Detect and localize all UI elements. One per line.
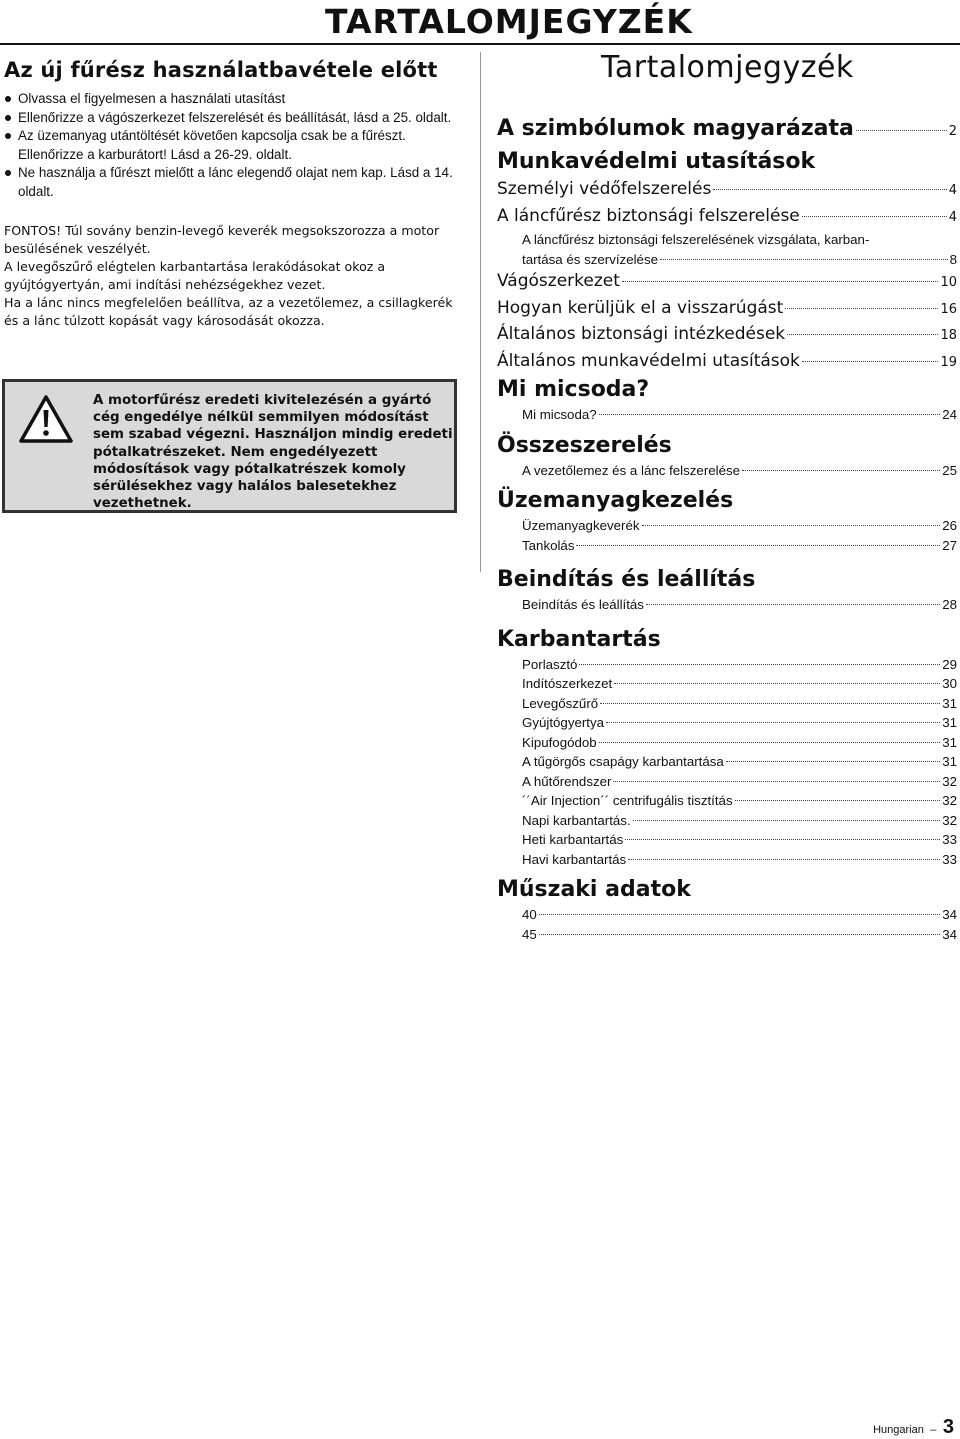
dot-leader	[856, 130, 947, 131]
dot-leader	[642, 525, 941, 526]
dot-leader	[802, 216, 947, 217]
footer-language: Hungarian	[873, 1424, 924, 1436]
bullet-icon	[5, 115, 11, 121]
dot-leader	[742, 470, 940, 471]
dot-leader	[613, 781, 940, 782]
dot-leader	[599, 414, 941, 415]
footer-dash: –	[930, 1424, 937, 1436]
toc-entry-symbols[interactable]: A szimbólumok magyarázata 2	[497, 116, 957, 141]
toc-heading-fuel[interactable]: Üzemanyagkezelés	[497, 488, 734, 513]
note-air-filter: A levegőszűrő elégtelen karbantartása lerakódásokat okoz a gyújtógyertyán, ami indítási nehézségekhez vezet.	[4, 259, 386, 292]
column-divider	[480, 52, 481, 572]
dot-leader	[735, 800, 941, 801]
toc-heading-assembly[interactable]: Összeszerelés	[497, 432, 672, 458]
list-item: Ellenőrizze a vágószerkezet felszerelését és beállítását, lásd a 25. oldalt.	[4, 109, 464, 128]
toc-entry[interactable]: Porlasztó 29	[522, 656, 957, 672]
toc-entry[interactable]: ´´Air Injection´´ centrifugális tisztítás 32	[522, 793, 957, 808]
toc-entry[interactable]: Havi karbantartás 33	[522, 851, 957, 867]
dot-leader	[539, 934, 940, 935]
toc-heading-maintenance[interactable]: Karbantartás	[497, 626, 661, 652]
dot-leader	[625, 839, 940, 840]
page-number: 3	[942, 1416, 954, 1438]
notes	[4, 222, 464, 330]
toc-entry[interactable]: Tankolás 27	[522, 537, 957, 553]
dot-leader	[713, 189, 946, 190]
toc-entry[interactable]: Napi karbantartás. 32	[522, 812, 957, 828]
warning-triangle-icon	[19, 394, 73, 444]
bullet-icon	[5, 170, 11, 176]
dot-leader	[787, 334, 938, 335]
toc-entry[interactable]: 40 34	[522, 907, 957, 922]
toc-entry[interactable]: A tűgörgős csapágy karbantartása 31	[522, 754, 957, 769]
warning-box	[2, 379, 457, 513]
toc-entry[interactable]: Vágószerkezet 10	[497, 271, 957, 291]
toc-entry[interactable]: Általános biztonsági intézkedések 18	[497, 324, 957, 344]
toc-entry[interactable]: A láncfűrész biztonsági felszerelése 4	[497, 205, 957, 226]
dot-leader	[726, 761, 940, 762]
before-use-section	[4, 58, 464, 330]
toc-entry[interactable]: Kipufogódob 31	[522, 734, 957, 750]
toc-heading-technical-data[interactable]: Műszaki adatok	[497, 877, 691, 902]
toc-heading-safety[interactable]: Munkavédelmi utasítások	[497, 149, 816, 174]
toc-entry[interactable]: Levegőszűrő 31	[522, 695, 957, 711]
dot-leader	[633, 820, 941, 821]
toc-entry[interactable]: 45 34	[522, 926, 957, 942]
table-of-contents	[497, 48, 957, 944]
dot-leader	[576, 545, 940, 546]
toc-entry[interactable]: Személyi védőfelszerelés 4	[497, 179, 957, 199]
toc-entry[interactable]: A láncfűrész biztonsági felszerelésének vizsgálata, karban- tartása és szervízelése 8	[522, 232, 957, 267]
note-important: FONTOS! Túl sovány benzin-levegő keverék megsokszorozza a motor besülésének veszélyét.	[4, 223, 440, 256]
bullet-icon	[5, 96, 11, 102]
dot-leader	[600, 703, 940, 704]
toc-entry[interactable]: Általános munkavédelmi utasítások 19	[497, 350, 957, 371]
toc-entry[interactable]: A hűtőrendszer 32	[522, 773, 957, 789]
dot-leader	[660, 259, 948, 260]
list-item: Olvassa el figyelmesen a használati utasítást	[4, 90, 464, 109]
dot-leader	[802, 361, 939, 362]
toc-entry[interactable]: Mi micsoda? 24	[522, 407, 957, 422]
toc-entry[interactable]: Heti karbantartás 33	[522, 832, 957, 847]
dot-leader	[579, 664, 940, 665]
dot-leader	[622, 281, 939, 282]
dot-leader	[628, 859, 940, 860]
toc-heading-start-stop[interactable]: Beindítás és leállítás	[497, 567, 756, 592]
dot-leader	[646, 604, 940, 605]
toc-entry[interactable]: Üzemanyagkeverék 26	[522, 518, 957, 533]
toc-entry[interactable]: Gyújtógyertya 31	[522, 715, 957, 730]
dot-leader	[606, 722, 940, 723]
dot-leader	[614, 683, 940, 684]
toc-list	[497, 114, 957, 944]
list-item: Az üzemanyag utántöltését követően kapcsolja csak be a fűrészt. Ellenőrizze a karburátort! Lásd a 26-29. oldalt.	[4, 127, 464, 164]
list-item: Ne használja a fűrészt mielőtt a lánc elegendő olajat nem kap. Lásd a 14. oldalt.	[4, 164, 464, 201]
toc-heading-what-is-what[interactable]: Mi micsoda?	[497, 377, 650, 402]
page-title: TARTALOMJEGYZÉK	[325, 2, 693, 41]
header-rule	[0, 43, 960, 45]
bullet-icon	[5, 133, 11, 139]
toc-entry[interactable]: A vezetőlemez és a lánc felszerelése 25	[522, 462, 957, 478]
toc-entry[interactable]: Hogyan kerüljük el a visszarúgást 16	[497, 297, 957, 318]
page-header	[0, 0, 960, 48]
section-heading: Az új fűrész használatbavétele előtt	[4, 58, 438, 82]
dot-leader	[785, 308, 938, 309]
dot-leader	[539, 914, 940, 915]
dot-leader	[599, 742, 941, 743]
page-footer	[873, 1416, 954, 1439]
bullet-list	[4, 90, 464, 201]
note-chain: Ha a lánc nincs megfelelően beállítva, az a vezetőlemez, a csillagkerék és a lánc túlzott kopását vagy károsodását okozza.	[4, 295, 453, 328]
warning-text: A motorfűrész eredeti kivitelezésén a gyártó cég engedélye nélkül semmilyen módosítást sem szabad végezni. Használjon mindig eredeti pótalkatrészeket. Nem engedélyezett módosítások vagy pótalkatrészek komoly sérülésekhez vagy halálos balesetekhez vezethetnek.	[93, 393, 453, 512]
toc-entry[interactable]: Indítószerkezet 30	[522, 676, 957, 691]
toc-title: Tartalomjegyzék	[601, 50, 854, 85]
toc-entry[interactable]: Beindítás és leállítás 28	[522, 597, 957, 612]
